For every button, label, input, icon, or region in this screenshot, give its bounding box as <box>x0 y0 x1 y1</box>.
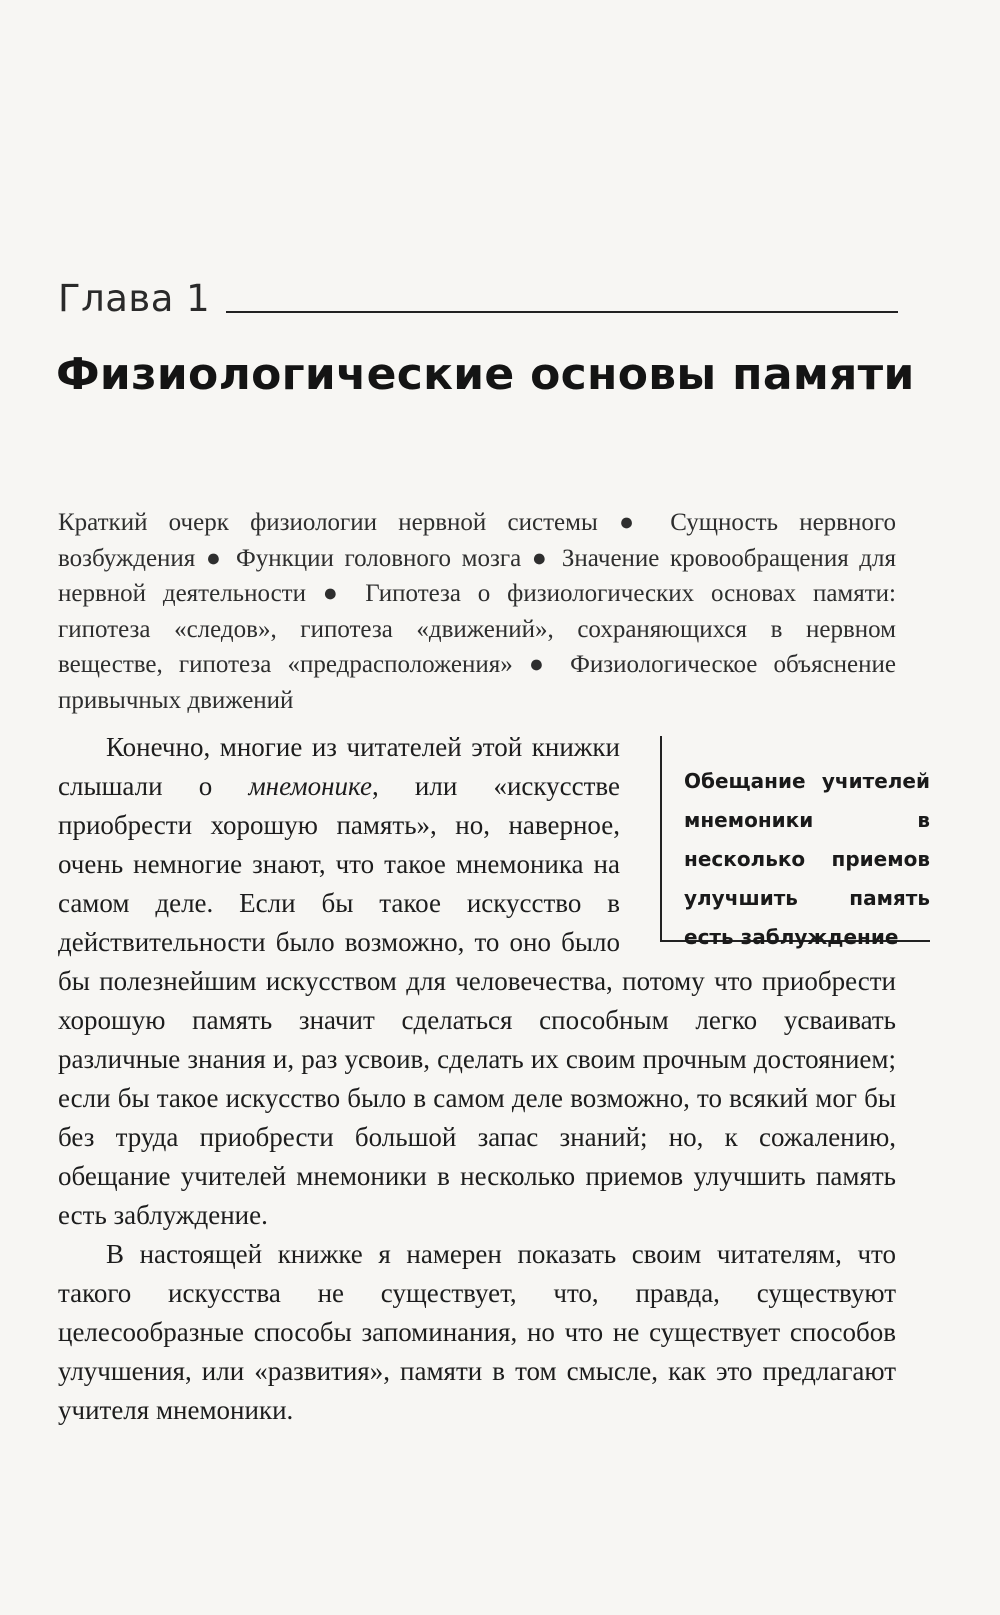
sidebar-note-text: Обещание учителей мнемоники в несколько приемов улучшить память есть заблуждение <box>684 769 930 949</box>
paragraph-1 <box>58 728 930 1235</box>
chapter-label: Глава 1 <box>58 277 211 320</box>
chapter-summary: Краткий очерк физиологии нервной системы ● Сущность нервного возбуждения ● Функции головного мозга ● Значение кровообращения для нервной деятельности ● Гипотеза о физиологических основах памяти: гипотеза «следов», гипотеза «движений», сохраняющихся в нервном веществе, гипотеза «предрасположения» ● Физиологическое объяснение привычных движений <box>58 509 896 714</box>
paragraph-2: В настоящей книжке я намерен показать своим читателям, что такого искусства не существует, что, правда, существуют целесообразные способы запоминания, но что не существует способов улучшения, или «развития», памяти в том смысле, как это предлагают учителя мнемоники. <box>58 1239 896 1425</box>
paragraph-1-term: мнемонике <box>248 771 372 801</box>
chapter-rule <box>226 311 898 313</box>
chapter-title: Физиологические основы памяти <box>56 349 915 400</box>
paragraph-1-rest: , или «искусстве приобрести хорошую память», но, наверное, очень немногие знают, что такое мнемоника на самом деле. Если бы такое искусство в действительности было возможно, то оно было бы полезнейшим искусством для человечества, потому что приобрести хорошую память значит сделаться способным легко усваивать различные знания и, раз усвоив, сделать их своим прочным достоянием; если бы такое искусство было в самом деле возможно, то всякий мог бы без труда приобрести большой запас знаний; но, к сожалению, обещание учителей мнемоники в несколько приемов улучшить память есть заблуждение. <box>58 771 896 1230</box>
paragraph-1-start: Конечно, многие из читателей этой книжки слышали о <box>58 732 620 801</box>
main-text <box>58 728 930 1430</box>
sidebar-note <box>660 736 930 949</box>
chapter-header <box>58 277 898 320</box>
